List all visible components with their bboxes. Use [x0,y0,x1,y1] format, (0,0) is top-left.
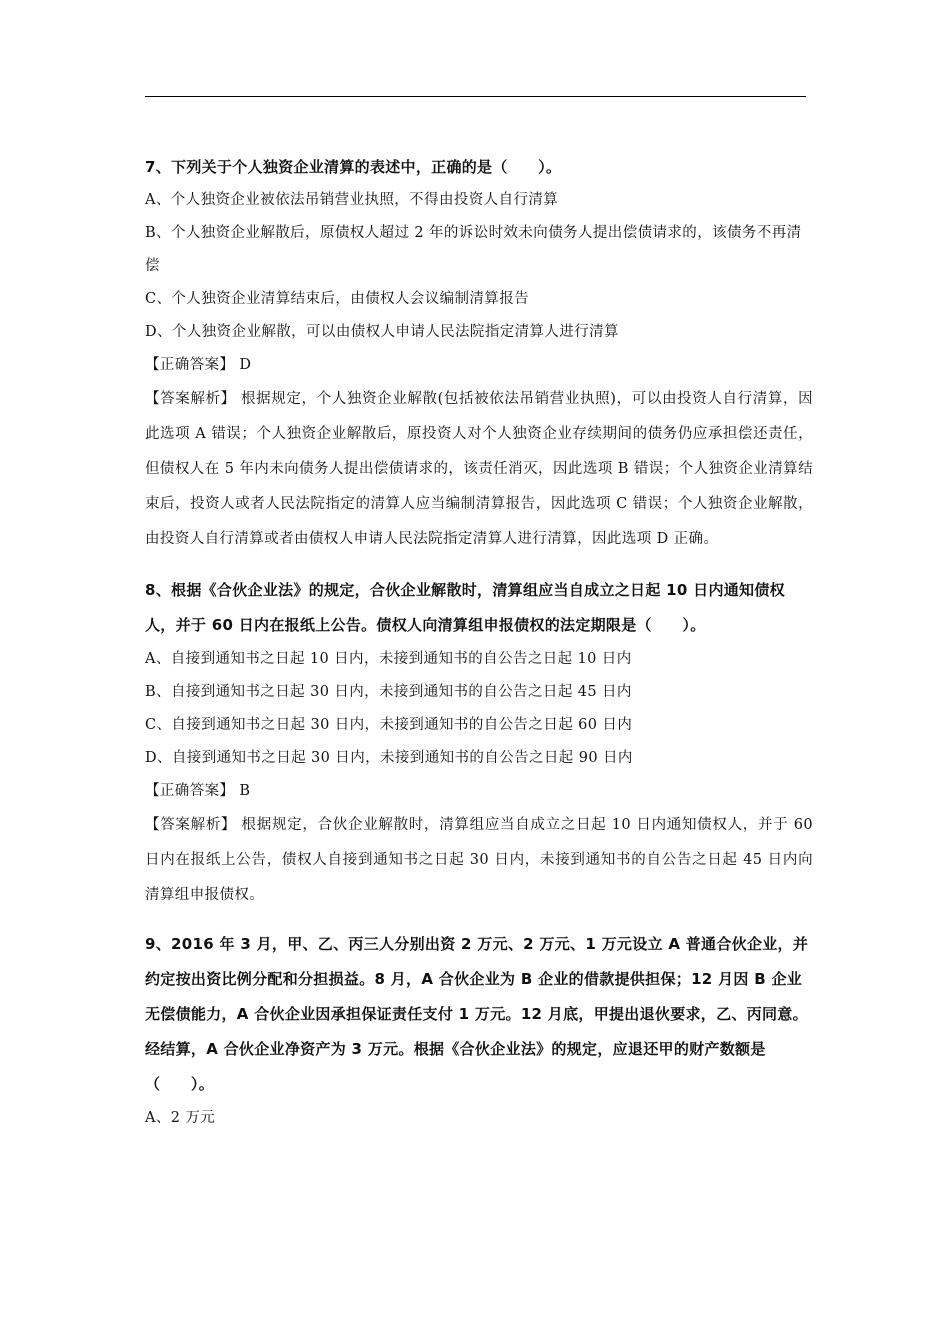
spacer [145,913,813,927]
question-7-option-c: C、个人独资企业清算结束后，由债权人会议编制清算报告 [145,291,529,307]
header-rule [145,96,806,97]
question-9-option-a: A、2 万元 [145,1110,216,1126]
question-8-option-d: D、自接到通知书之日起 30 日内，未接到通知书的自公告之日起 90 日内 [145,750,633,766]
question-7-stem: 7、下列关于个人独资企业清算的表述中，正确的是（ ）。 [145,158,562,176]
question-8-option-b: B、自接到通知书之日起 30 日内，未接到通知书的自公告之日起 45 日内 [145,684,632,700]
question-7-option-b: B、个人独资企业解散后，原债权人超过 2 年的诉讼时效未向债务人提出偿债请求的，该债务不再清偿 [145,225,802,274]
question-7-option-d: D、个人独资企业解散，可以由债权人申请人民法院指定清算人进行清算 [145,324,619,340]
question-7-analysis: 【答案解析】 根据规定，个人独资企业解散(包括被依法吊销营业执照)，可以由投资人自行清算，因此选项 A 错误；个人独资企业解散后，原投资人对个人独资企业存续期间的债务仍应承担偿还责任，但债权人在 5 年内未向债务人提出偿债请求的，该责任消灭，因此选项 B 错误；个人独资企业清算结束后，投资人或者人民法院指定的清算人应当编制清算报告，因此选项 C 错误；个人独资企业解散，由投资人自行清算或者由债权人申请人民法院指定清算人进行清算，因此选项 D 正确。 [145,391,813,547]
question-8-option-c: C、自接到通知书之日起 30 日内，未接到通知书的自公告之日起 60 日内 [145,717,633,733]
question-8-answer: 【正确答案】 B [145,783,251,799]
question-8-option-a: A、自接到通知书之日起 10 日内，未接到通知书的自公告之日起 10 日内 [145,651,632,667]
question-9-stem: 9、2016 年 3 月，甲、乙、丙三人分别出资 2 万元、2 万元、1 万元设立 A 普通合伙企业，并约定按出资比例分配和分担损益。8 月，A 合伙企业为 B 企业的借款提供担保；12 月因 B 企业无偿债能力，A 合伙企业因承担保证责任支付 1 万元。12 月底，甲提出退伙要求，乙、丙同意。经结算，A 合伙企业净资产为 3 万元。根据《合伙企业法》的规定，应退还甲的财产数额是（ ）。 [145,935,809,1093]
document-body [145,151,813,1135]
question-8-analysis: 【答案解析】 根据规定，合伙企业解散时，清算组应当自成立之日起 10 日内通知债权人，并于 60 日内在报纸上公告，债权人自接到通知书之日起 30 日内，未接到通知书的自公告之日起 45 日内向清算组申报债权。 [145,817,813,903]
spacer [145,557,813,573]
question-8-stem: 8、根据《合伙企业法》的规定，合伙企业解散时，清算组应当自成立之日起 10 日内通知债权人，并于 60 日内在报纸上公告。债权人向清算组申报债权的法定期限是（ ）。 [145,581,785,634]
question-7-option-a: A、个人独资企业被依法吊销营业执照，不得由投资人自行清算 [145,192,559,208]
question-7-answer: 【正确答案】 D [145,357,252,373]
